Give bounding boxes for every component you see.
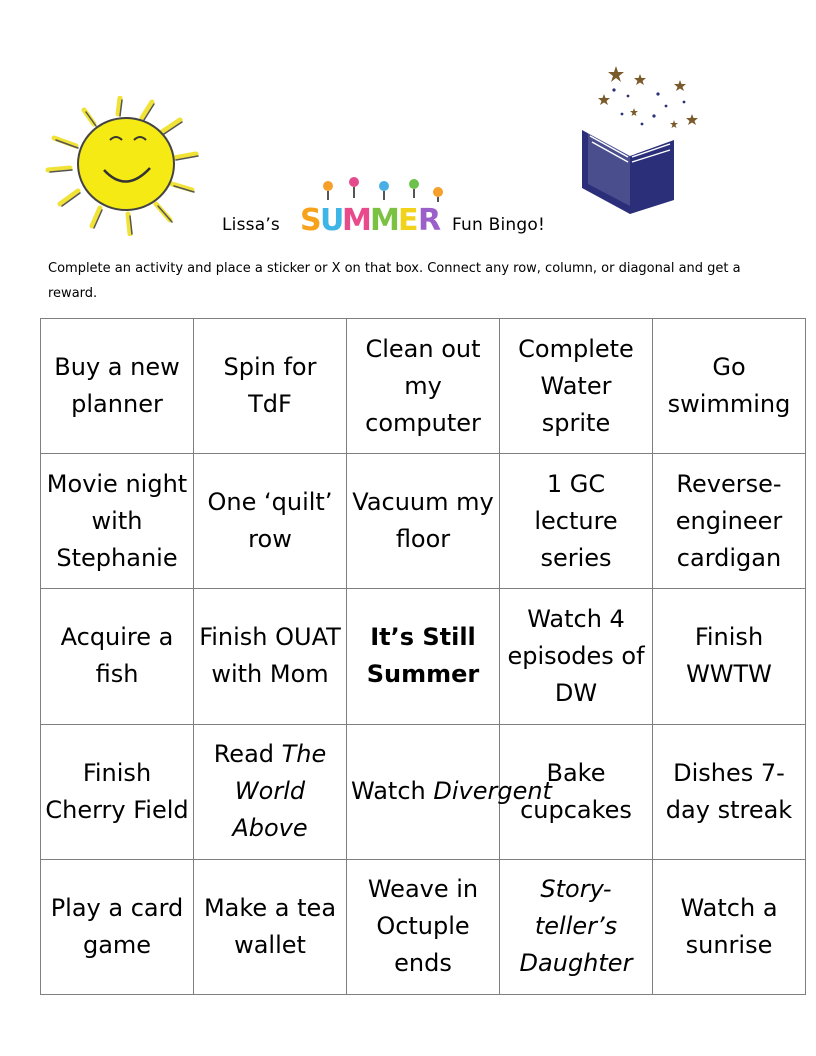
open-book-icon	[570, 60, 710, 220]
bingo-cell[interactable]	[194, 454, 347, 589]
bingo-cell[interactable]	[500, 859, 653, 994]
bingo-cell[interactable]	[347, 589, 500, 724]
bingo-cell-text: Watch 4 episodes of DW	[507, 604, 645, 707]
bingo-cell[interactable]	[653, 724, 806, 859]
bingo-row	[41, 724, 806, 859]
summer-logo	[296, 172, 456, 234]
title-prefix: Lissa’s	[222, 215, 280, 235]
bingo-cell[interactable]	[347, 319, 500, 454]
bingo-cell[interactable]	[653, 859, 806, 994]
bingo-cell-text: Watch	[351, 777, 434, 806]
bingo-cell-text: Clean out my computer	[365, 334, 481, 437]
bingo-cell-text: Go swimming	[667, 353, 791, 419]
bingo-cell[interactable]	[194, 589, 347, 724]
bingo-row	[41, 589, 806, 724]
bingo-cell[interactable]	[500, 319, 653, 454]
bingo-cell[interactable]	[41, 724, 194, 859]
bingo-cell-text: Vacuum my floor	[352, 488, 494, 554]
bingo-cell[interactable]	[653, 589, 806, 724]
bingo-cell-text: Reverse-engineer cardigan	[675, 469, 783, 572]
bingo-cell-text: Finish Cherry Field	[45, 758, 189, 824]
bingo-cell[interactable]	[194, 319, 347, 454]
bingo-cell[interactable]	[500, 724, 653, 859]
bingo-cell-text: Spin for TdF	[223, 353, 317, 419]
bingo-board	[40, 318, 806, 995]
bingo-cell-text: 1 GC lecture series	[534, 469, 618, 572]
bingo-cell[interactable]	[194, 859, 347, 994]
bingo-cell-text: Play a card game	[50, 893, 184, 959]
bingo-cell-title: Story-teller’s Daughter	[519, 875, 633, 978]
bingo-cell[interactable]	[41, 589, 194, 724]
bingo-cell[interactable]	[41, 319, 194, 454]
svg-text:R: R	[418, 203, 442, 234]
svg-text:U: U	[320, 203, 345, 234]
bingo-cell-text: Finish OUAT with Mom	[199, 623, 341, 689]
bingo-cell-text: Weave in Octuple ends	[367, 875, 479, 978]
bingo-cell-text: It’s Still Summer	[366, 623, 480, 689]
bingo-title	[222, 172, 582, 242]
svg-text:M: M	[342, 203, 372, 234]
bingo-cell-text: Buy a new planner	[54, 353, 180, 419]
bingo-cell-text: Complete Water sprite	[518, 334, 634, 437]
title-suffix: Fun Bingo!	[452, 215, 545, 235]
bingo-cell[interactable]	[347, 859, 500, 994]
bingo-cell-title: Divergent	[433, 777, 552, 806]
bingo-cell[interactable]	[347, 454, 500, 589]
bingo-cell[interactable]	[500, 589, 653, 724]
bingo-cell-text: Movie night with Stephanie	[46, 469, 188, 572]
bingo-cell[interactable]	[194, 724, 347, 859]
bingo-cell[interactable]	[41, 454, 194, 589]
bingo-cell-text: Watch a sunrise	[680, 893, 778, 959]
sun-icon	[44, 96, 214, 236]
bingo-cell[interactable]	[347, 724, 552, 859]
bingo-cell[interactable]	[653, 319, 806, 454]
bingo-row	[41, 454, 806, 589]
bingo-cell-text: Read	[213, 740, 282, 769]
bingo-cell-text: Bake cupcakes	[520, 758, 632, 824]
svg-text:M: M	[370, 203, 400, 234]
bingo-cell-text: Acquire a fish	[60, 623, 174, 689]
bingo-row	[41, 319, 806, 454]
bingo-cell[interactable]	[653, 454, 806, 589]
bingo-cell-text: Dishes 7-day streak	[665, 758, 793, 824]
bingo-row	[41, 859, 806, 994]
bingo-cell-text: Make a tea wallet	[203, 893, 337, 959]
bingo-cell-text: One ‘quilt’ row	[207, 488, 333, 554]
bingo-cell[interactable]	[500, 454, 653, 589]
bingo-cell-title: The World Above	[232, 740, 327, 843]
svg-text:S: S	[300, 203, 322, 234]
bingo-cell[interactable]	[41, 859, 194, 994]
instructions-text: Complete an activity and place a sticker or X on that box. Connect any row, column, or diagonal and get a reward.	[48, 261, 741, 301]
svg-text:E: E	[398, 203, 419, 234]
bingo-cell-text: Finish WWTW	[686, 623, 772, 689]
